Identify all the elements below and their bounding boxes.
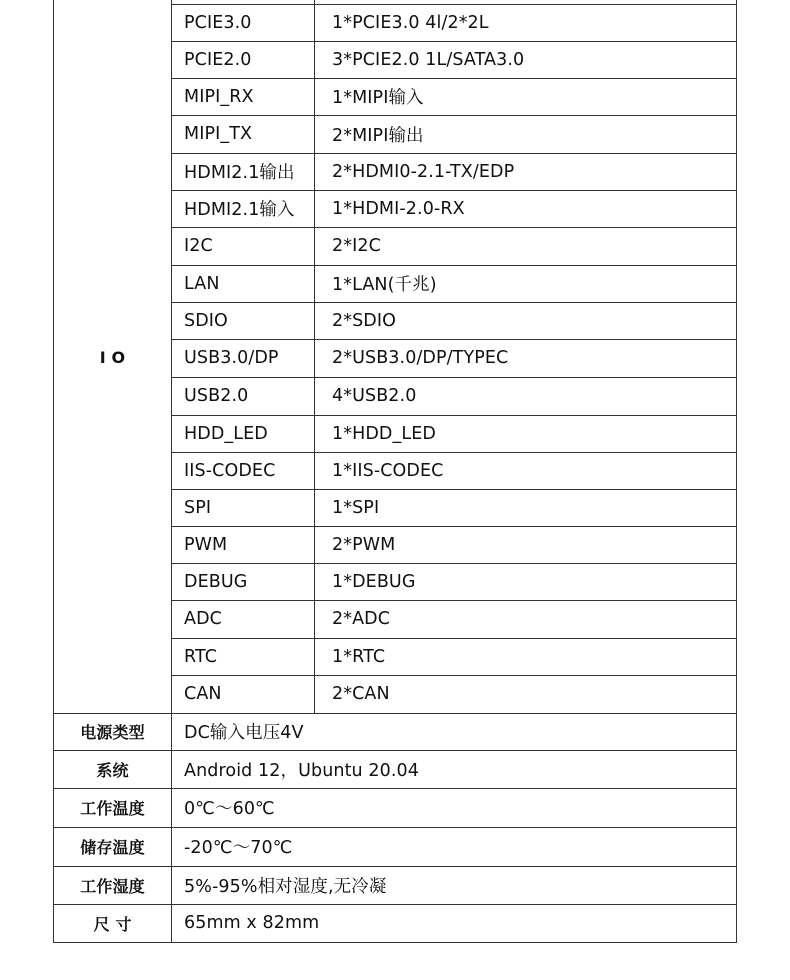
- spec-table: [53, 0, 737, 943]
- io-name-iis-codec: IIS-CODEC: [184, 460, 276, 481]
- io-value-hdmi-out: 2*HDMI0-2.1-TX/EDP: [332, 161, 515, 182]
- io-name-hdmi-out: HDMI2.1输出: [184, 163, 295, 183]
- spec-label-size: 尺 寸: [93, 914, 132, 934]
- io-value-spi: 1*SPI: [332, 497, 380, 518]
- io-name-pcie3: PCIE3.0: [184, 12, 252, 33]
- io-value-pcie2: 3*PCIE2.0 1L/SATA3.0: [332, 49, 525, 70]
- io-name-usb3: USB3.0/DP: [184, 348, 279, 368]
- io-name-spi: SPI: [184, 497, 212, 518]
- io-value-sdio: 2*SDIO: [332, 310, 397, 331]
- spec-value-power: DC输入电压4V: [184, 723, 304, 743]
- io-name-mipi-rx: MIPI_RX: [184, 86, 254, 107]
- io-name-usb2: USB2.0: [184, 386, 249, 406]
- spec-value-operating-temp: 0℃～60℃: [184, 799, 275, 819]
- spec-label-humidity: 工作湿度: [80, 876, 145, 896]
- io-name-adc: ADC: [184, 609, 222, 629]
- io-name-debug: DEBUG: [184, 571, 248, 592]
- io-value-pwm: 2*PWM: [332, 534, 396, 555]
- spec-label-power: 电源类型: [80, 723, 145, 742]
- io-name-pwm: PWM: [184, 534, 228, 555]
- spec-label-system: 系统: [96, 760, 129, 780]
- spec-value-system: Android 12，Ubuntu 20.04: [184, 760, 420, 781]
- io-value-pcie3: 1*PCIE3.0 4l/2*2L: [332, 12, 489, 33]
- io-value-lan: 1*LAN(千兆): [332, 275, 437, 295]
- io-value-mipi-rx: 1*MIPI输入: [332, 88, 424, 108]
- io-value-hdd-led: 1*HDD_LED: [332, 423, 436, 444]
- io-name-hdd-led: HDD_LED: [184, 423, 268, 444]
- col-divider-io: [314, 0, 315, 713]
- io-name-lan: LAN: [184, 273, 220, 294]
- io-value-i2c: 2*I2C: [332, 236, 381, 256]
- io-value-mipi-tx: 2*MIPI输出: [332, 125, 424, 146]
- io-name-i2c: I2C: [184, 236, 213, 256]
- io-value-rtc: 1*RTC: [332, 646, 386, 667]
- io-value-debug: 1*DEBUG: [332, 571, 416, 592]
- spec-value-humidity: 5%-95%相对湿度,无冷凝: [184, 876, 387, 897]
- io-name-pcie2: PCIE2.0: [184, 49, 252, 70]
- io-name-rtc: RTC: [184, 646, 218, 667]
- col-divider-main: [171, 0, 172, 942]
- spec-value-storage-temp: -20℃～70℃: [184, 838, 293, 858]
- io-value-usb2: 4*USB2.0: [332, 386, 417, 406]
- spec-label-storage-temp: 储存温度: [80, 838, 145, 857]
- io-value-hdmi-in: 1*HDMI-2.0-RX: [332, 198, 465, 219]
- io-value-usb3: 2*USB3.0/DP/TYPEC: [332, 348, 509, 368]
- io-value-can: 2*CAN: [332, 684, 390, 704]
- spec-label-operating-temp: 工作温度: [80, 799, 145, 818]
- io-name-mipi-tx: MIPI_TX: [184, 124, 253, 144]
- spec-value-size: 65mm x 82mm: [184, 913, 320, 933]
- io-group-label: I O: [99, 347, 126, 367]
- io-name-sdio: SDIO: [184, 310, 228, 331]
- io-value-iis-codec: 1*IIS-CODEC: [332, 460, 444, 481]
- io-value-adc: 2*ADC: [332, 609, 391, 629]
- io-name-can: CAN: [184, 684, 222, 704]
- io-name-hdmi-in: HDMI2.1输入: [184, 200, 295, 220]
